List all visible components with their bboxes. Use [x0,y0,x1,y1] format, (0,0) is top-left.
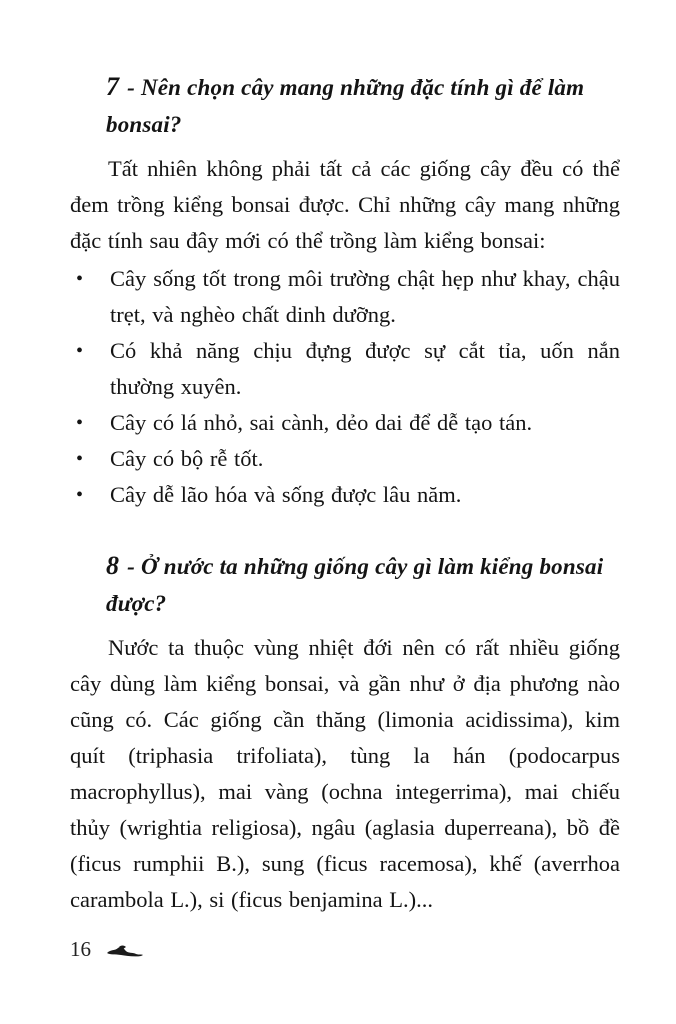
list-item-text: Cây sống tốt trong môi trường chật hẹp như khay, chậu trẹt, và nghèo chất dinh dưỡng. [110,266,620,327]
section-divider-space [70,513,620,547]
list-item [70,405,620,441]
page-number: 16 [70,937,91,961]
bullet-icon: • [76,448,84,470]
list-item-text: Cây có lá nhỏ, sai cành, dẻo dai để dễ tạo tán. [110,410,533,435]
section-7-intro-paragraph: Tất nhiên không phải tất cả các giống cây đều có thể đem trồng kiểng bonsai được. Chỉ những cây mang những đặc tính sau đây mới có thể trồng làm kiểng bonsai: [70,156,620,253]
list-item-text: Cây dễ lão hóa và sống được lâu năm. [110,482,462,507]
bullet-icon: • [76,412,84,434]
list-item [70,441,620,477]
list-item-text: Cây có bộ rễ tốt. [110,446,264,471]
section-8-body-paragraph: Nước ta thuộc vùng nhiệt đới nên có rất nhiều giống cây dùng làm kiểng bonsai, và gần như ở địa phương nào cũng có. Các giống cần thăng (limonia acidissima), kim quít (triphasia trifoliata), tùng la hán (podocarpus macrophyllus), mai vàng (ochna integerrima), mai chiếu thủy (wrightia religiosa), ngâu (aglasia duperreana), bồ đề (ficus rumphii B.), sung (ficus racemosa), khế (averrhoa carambola L.), si (ficus benjamina L.)... [70,635,620,912]
bullet-icon: • [76,340,84,362]
bonsai-traits-list [70,261,620,513]
list-item [70,261,620,333]
bullet-icon: • [76,268,84,290]
list-item [70,333,620,405]
list-item-text: Có khả năng chịu đựng được sự cắt tỉa, uốn nắn thường xuyên. [110,338,620,399]
section-8-number: 8 [106,551,120,580]
page-footer [70,937,145,962]
section-7-heading [70,68,620,143]
section-7-number: 7 [106,72,120,101]
ornament-icon [105,942,145,958]
section-8-heading-text: - Ở nước ta những giống cây gì làm kiểng bonsai được? [106,554,604,616]
section-8-heading [70,547,620,622]
list-item [70,477,620,513]
section-7-heading-text: - Nên chọn cây mang những đặc tính gì để làm bonsai? [106,75,585,137]
bullet-icon: • [76,484,84,506]
